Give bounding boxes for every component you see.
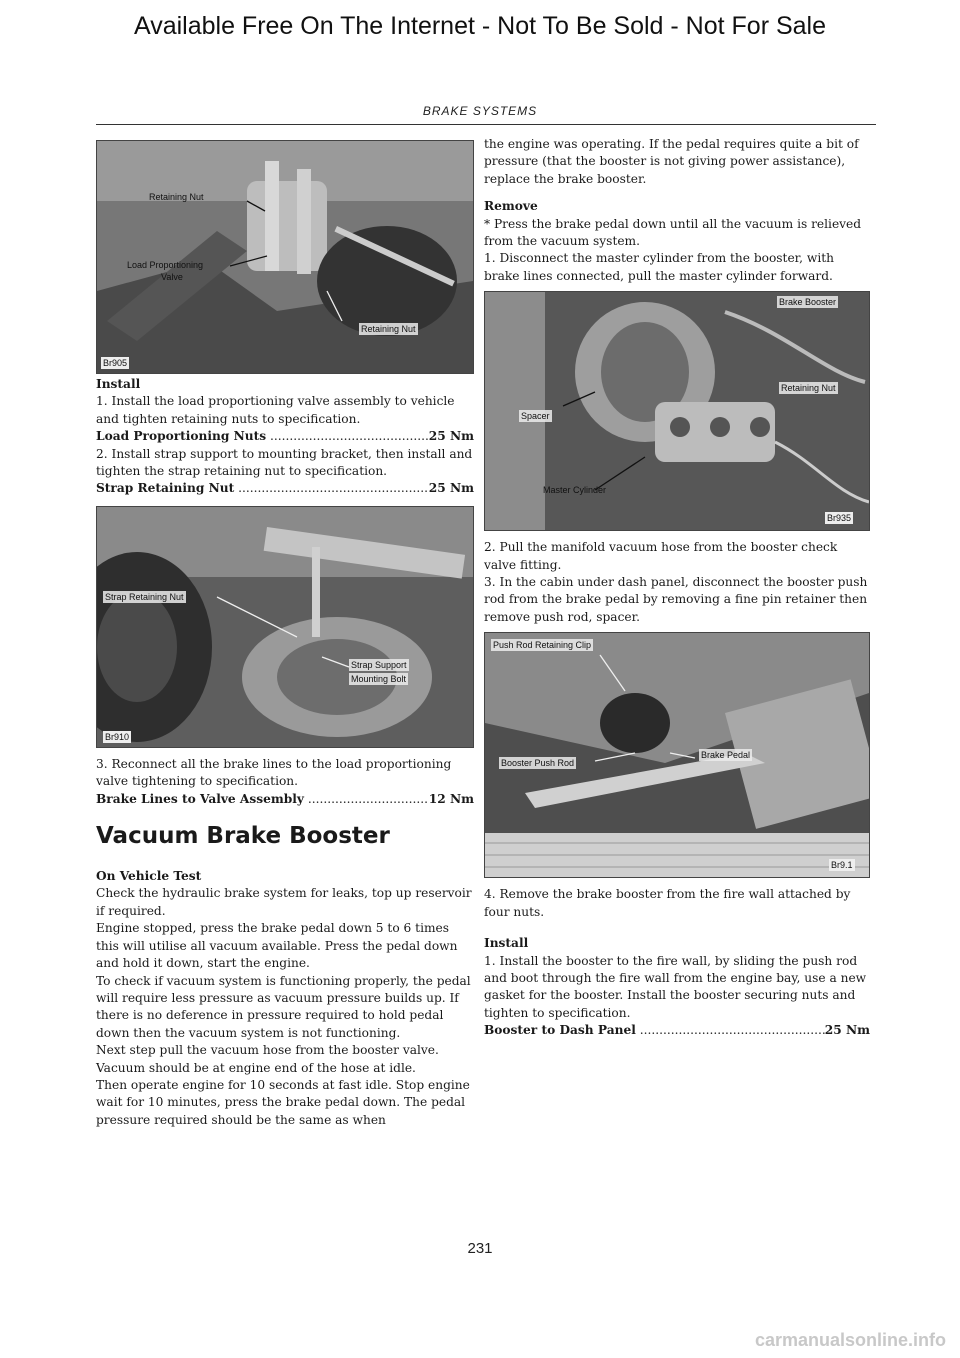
install-step-1: 1. Install the load proportioning valve assembly to vehicle and tighten retaining nuts to specification. [96,394,455,426]
photo-4-illustration [485,633,869,877]
section-title-vacuum-brake-booster: Vacuum Brake Booster [96,823,390,850]
photo-1-label-load-proportioning: Load Proportioning [127,260,204,270]
install-step-3: 3. Reconnect all the brake lines to the load proportioning valve tightening to specification. [96,756,452,789]
photo-2-label-strap-retaining-nut: Strap Retaining Nut [105,591,184,602]
banner-notice: Available Free On The Internet - Not To Be Sold - Not For Sale [133,12,827,40]
section-header: BRAKE SYSTEMS [422,104,538,118]
spec-3-value: 12 Nm [428,791,474,806]
photo-1-code: Br905 [103,358,128,368]
photo-3-code: Br935 [827,513,852,524]
photo-load-proportioning-valve [96,140,474,374]
spec-1-value: 25 Nm [428,429,474,444]
install-heading-2: Install [484,936,529,951]
photo-4-label-push-rod-retaining-clip: Push Rod Retaining Clip [493,640,592,651]
remove-step-3: 3. In the cabin under dash panel, disconnect the booster push rod from the brake pedal by removing a fine pin retainer then remove push rod, spacer. [484,575,868,624]
photo-3-label-master-cylinder: Master Cylinder [543,485,607,496]
photo-3-label-spacer: Spacer [521,411,550,422]
test-paragraph-1: Check the hydraulic brake system for leaks, top up reservoir if required. [96,886,472,918]
test-paragraph-2: Engine stopped, press the brake pedal down 5 to 6 times this will utilise all vacuum available. Press the pedal down and hold it down, start the engine. [96,921,458,971]
photo-4-label-brake-pedal: Brake Pedal [701,750,751,761]
photo-2-label-mounting-bolt: Mounting Bolt [351,673,407,684]
spec-3-label: Brake Lines to Valve Assembly ..... [96,791,429,808]
photo-2-label-strap-support: Strap Support [351,659,407,670]
photo-3-label-retaining-nut: Retaining Nut [781,383,836,394]
spec-4-label: Booster to Dash Panel ..... [484,1022,825,1039]
photo-strap-support [96,506,474,748]
photo-4-label-booster-push-rod: Booster Push Rod [501,758,575,769]
photo-2-illustration [97,507,473,747]
spec-brake-lines [96,791,474,808]
booster-install-step-1: 1. Install the booster to the fire wall, by sliding the push rod and boot through the fire wall from the engine bay, use a new gasket for the booster. Install the booster securing nuts and tighten to specification. [484,953,867,1020]
remove-step-2: 2. Pull the manifold vacuum hose from the booster check valve fitting. [484,540,838,572]
photo-1-illustration [97,141,473,373]
spec-booster-to-dash-panel [484,1022,870,1039]
remove-step-1: 1. Disconnect the master cylinder from the booster, with brake lines connected, pull the master cylinder forward. [484,251,834,283]
header-rule [96,124,876,125]
photo-3-label-brake-booster: Brake Booster [779,297,837,308]
test-paragraph-4: Next step pull the vacuum hose from the booster valve. Vacuum should be at engine end of the hose at idle. [96,1043,439,1075]
photo-booster-push-rod [484,632,870,878]
photo-1-label-retaining-nut-2: Retaining Nut [361,324,416,334]
test-paragraph-3: To check if vacuum system is functioning properly, the pedal will require less pressure as vacuum pressure builds up. If there is no deference in pressure required to hold pedal down then the vacuum system is not functioning. [96,973,471,1040]
photo-4-code: Br9.1 [831,860,853,871]
spec-1-label: Load Proportioning Nuts ..... [96,428,429,445]
test-paragraph-5: Then operate engine for 10 seconds at fast idle. Stop engine wait for 10 minutes, press the brake pedal down. The pedal pressure required should be the same as when [96,1077,470,1127]
install-step-2: 2. Install strap support to mounting bracket, then install and tighten the strap retaining nut to specification. [96,446,473,479]
photo-1-label-retaining-nut: Retaining Nut [149,192,204,202]
footer-watermark: carmanualsonline.info [754,1330,946,1350]
remove-step-4: 4. Remove the brake booster from the fire wall attached by four nuts. [484,887,851,919]
spec-2-value: 25 Nm [428,481,474,496]
spec-4-value: 25 Nm [824,1023,870,1038]
remove-note: * Press the brake pedal down until all the vacuum is relieved from the vacuum system. [484,216,862,249]
install-heading-1: Install [96,377,141,391]
remove-heading: Remove [484,199,538,214]
spec-load-proportioning-nuts [96,428,474,445]
page-number: 231 [467,1240,493,1257]
spec-2-label: Strap Retaining Nut ..... [96,480,429,497]
on-vehicle-test-heading: On Vehicle Test [96,869,202,884]
photo-2-code: Br910 [105,731,130,742]
left-column [96,140,474,1129]
spec-strap-retaining-nut [96,480,474,497]
photo-master-cylinder [484,291,870,531]
continued-paragraph: the engine was operating. If the pedal requires quite a bit of pressure (that the booster is not giving power assistance), replace the brake booster. [484,137,859,186]
photo-1-label-valve: Valve [161,272,183,282]
right-column [484,136,870,1040]
